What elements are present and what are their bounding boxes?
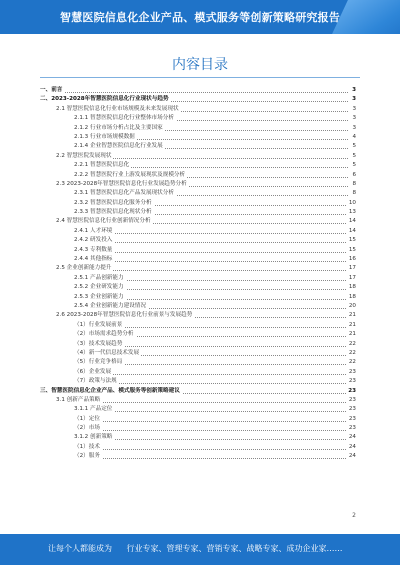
toc-entry[interactable]	[40, 396, 356, 405]
toc-leader-dots	[74, 439, 348, 440]
toc-entry-label: 2.5.4 企业创新能力建设情况	[74, 302, 148, 311]
toc-leader-dots	[74, 458, 348, 459]
toc-entry-page: 3	[350, 86, 356, 95]
page-number: 2	[352, 512, 356, 519]
toc-entry-label: 2.3.3 智慧医院信息化现状分析	[74, 208, 154, 217]
toc-entry[interactable]	[40, 302, 356, 311]
toc-entry-page: 17	[347, 274, 356, 283]
toc-entry-page: 23	[346, 387, 356, 396]
toc-entry-label: 2.2 智慧医院发展现状	[56, 152, 113, 161]
toc-entry[interactable]	[40, 180, 356, 189]
table-of-contents	[40, 86, 356, 462]
toc-entry-label: （5）行业竞争格局	[74, 358, 124, 367]
toc-entry[interactable]	[40, 377, 356, 386]
footer-text	[48, 543, 343, 554]
toc-entry[interactable]	[40, 349, 356, 358]
toc-entry-page: 5	[350, 152, 356, 161]
footer-lead: 让每个人都能成为	[48, 544, 112, 553]
toc-entry[interactable]	[40, 189, 356, 198]
toc-entry-label: （4）新一代信息技术发展	[74, 349, 141, 358]
report-title: 智慧医院信息化企业产品、模式服务等创新策略研究报告	[60, 11, 340, 24]
toc-entry[interactable]	[40, 415, 356, 424]
toc-entry-page: 5	[350, 161, 356, 170]
toc-entry-page: 8	[350, 189, 356, 198]
toc-entry[interactable]	[40, 368, 356, 377]
toc-entry-label: 2.5 企业创新能力提升	[56, 264, 113, 273]
toc-entry[interactable]	[40, 246, 356, 255]
footer-tags: 行业专家、管理专家、营销专家、战略专家、成功企业家……	[126, 544, 343, 553]
toc-entry[interactable]	[40, 274, 356, 283]
toc-entry-page: 24	[347, 443, 356, 452]
toc-entry-page: 5	[350, 142, 356, 151]
toc-entry[interactable]	[40, 293, 356, 302]
toc-entry-label: 二、2023-2028年智慧医院信息化行业现状与趋势	[40, 95, 171, 104]
toc-entry[interactable]	[40, 255, 356, 264]
toc-entry-label: 2.4.3 专利数量	[74, 246, 114, 255]
toc-entry-page: 24	[347, 452, 356, 461]
toc-entry[interactable]	[40, 124, 356, 133]
toc-entry-label: 2.1.4 企业智慧医院信息化行业发展	[74, 142, 165, 151]
toc-heading-rule	[40, 77, 360, 78]
toc-entry-page: 4	[350, 133, 356, 142]
toc-entry-page: 3	[350, 95, 356, 104]
toc-leader-dots	[74, 411, 348, 412]
toc-entry-label: （7）政策与法规	[74, 377, 119, 386]
toc-entry[interactable]	[40, 264, 356, 273]
toc-entry[interactable]	[40, 86, 356, 95]
toc-entry[interactable]	[40, 171, 356, 180]
toc-entry-page: 13	[347, 208, 356, 217]
toc-entry-page: 23	[347, 424, 356, 433]
toc-entry-label: （1）行业发展前景	[74, 321, 124, 330]
toc-entry-page: 21	[347, 311, 356, 320]
toc-entry-label: 2.2.1 智慧医院信息化	[74, 161, 131, 170]
toc-entry-page: 15	[347, 246, 356, 255]
toc-entry[interactable]	[40, 105, 356, 114]
toc-entry-label: 2.6 2023-2028年智慧医院信息化行业前景与发展趋势	[56, 311, 194, 320]
toc-entry-page: 23	[347, 368, 356, 377]
toc-entry[interactable]	[40, 358, 356, 367]
toc-entry[interactable]	[40, 208, 356, 217]
toc-entry-label: 3.1.2 创新策略	[74, 433, 114, 442]
toc-entry-page: 3	[350, 105, 356, 114]
toc-entry-page: 15	[347, 236, 356, 245]
toc-entry-label: 3.1.1 产品定位	[74, 405, 114, 414]
toc-entry[interactable]	[40, 217, 356, 226]
toc-entry[interactable]	[40, 340, 356, 349]
toc-entry-label: （2）市场	[74, 424, 102, 433]
toc-entry-label: 3.1 创新产品策略	[56, 396, 102, 405]
toc-entry-page: 21	[347, 321, 356, 330]
toc-entry[interactable]	[40, 443, 356, 452]
toc-heading: 内容目录	[172, 57, 228, 73]
toc-leader-dots	[74, 242, 348, 243]
toc-entry-label: 2.3.1 智慧医院信息化产品发展现状分析	[74, 189, 176, 198]
toc-leader-dots	[74, 252, 348, 253]
footer-banner	[0, 534, 400, 565]
toc-entry-page: 3	[350, 114, 356, 123]
toc-entry-page: 21	[347, 330, 356, 339]
toc-entry-label: 2.5.1 产品创新能力	[74, 274, 126, 283]
toc-entry-label: 2.2.2 智慧医院行业上游发展现状及规模分析	[74, 171, 187, 180]
toc-entry-page: 10	[347, 199, 356, 208]
toc-entry-label: （3）技术发展趋势	[74, 340, 124, 349]
toc-entry[interactable]	[40, 387, 356, 396]
toc-entry-page: 17	[347, 264, 356, 273]
toc-entry-page: 18	[347, 283, 356, 292]
toc-entry[interactable]	[40, 142, 356, 151]
toc-leader-dots	[74, 233, 348, 234]
toc-entry[interactable]	[40, 199, 356, 208]
toc-entry[interactable]	[40, 152, 356, 161]
toc-entry-label: 2.5.2 企业研发能力	[74, 283, 126, 292]
toc-entry[interactable]	[40, 330, 356, 339]
toc-entry[interactable]	[40, 405, 356, 414]
toc-entry-page: 14	[347, 227, 356, 236]
toc-entry-page: 23	[347, 377, 356, 386]
toc-entry-page: 22	[347, 358, 356, 367]
toc-entry-label: 2.4.2 研发投入	[74, 236, 114, 245]
toc-entry[interactable]	[40, 433, 356, 442]
toc-entry-label: （1）技术	[74, 443, 102, 452]
toc-entry-page: 23	[347, 405, 356, 414]
toc-entry-label: 一、前言	[40, 86, 64, 95]
toc-entry[interactable]	[40, 161, 356, 170]
toc-entry[interactable]	[40, 311, 356, 320]
toc-entry-label: 2.1.2 行业市场分析占比及主要国家	[74, 124, 165, 133]
toc-entry-page: 23	[347, 396, 356, 405]
toc-entry[interactable]	[40, 283, 356, 292]
toc-entry-label: 2.4.4 其他指标	[74, 255, 114, 264]
toc-leader-dots	[74, 374, 348, 375]
toc-entry-page: 20	[347, 302, 356, 311]
toc-entry-label: 2.4 智慧医院信息化行业创新情况分析	[56, 217, 153, 226]
toc-entry-label: 2.5.3 企业创新能力	[74, 293, 126, 302]
toc-entry-label: 2.1.3 行业市场规模数据	[74, 133, 137, 142]
toc-entry-label: 2.4.1 人才环境	[74, 227, 114, 236]
toc-entry-label: （2）市场需求趋势分析	[74, 330, 136, 339]
toc-entry-label: （6）企业发展	[74, 368, 113, 377]
toc-entry-page: 23	[347, 415, 356, 424]
toc-entry-page: 16	[347, 255, 356, 264]
toc-entry[interactable]	[40, 227, 356, 236]
toc-entry[interactable]	[40, 321, 356, 330]
toc-leader-dots	[74, 430, 348, 431]
toc-entry-page: 3	[350, 124, 356, 133]
toc-entry[interactable]	[40, 133, 356, 142]
toc-leader-dots	[74, 421, 348, 422]
toc-entry-label: 2.1.1 智慧医院信息化行业整体市场分析	[74, 114, 176, 123]
toc-entry[interactable]	[40, 236, 356, 245]
toc-entry-page: 22	[347, 340, 356, 349]
toc-entry[interactable]	[40, 452, 356, 461]
toc-entry-label: 2.3.2 智慧医院信息化服务分析	[74, 199, 154, 208]
toc-entry-page: 8	[350, 180, 356, 189]
report-header	[0, 0, 400, 34]
toc-entry[interactable]	[40, 114, 356, 123]
toc-entry-label: 2.1 智慧医院信息化行业市场规模及未来发展现状	[56, 105, 181, 114]
toc-leader-dots	[74, 261, 348, 262]
toc-entry-label: （1）定位	[74, 415, 102, 424]
toc-leader-dots	[74, 449, 348, 450]
toc-leader-dots	[40, 92, 348, 93]
toc-entry-page: 22	[347, 349, 356, 358]
toc-entry[interactable]	[40, 95, 356, 104]
toc-entry-label: 三、智慧医院信息化企业产品、模式服务等创新策略建议	[40, 387, 182, 396]
toc-entry-page: 6	[350, 171, 356, 180]
toc-entry[interactable]	[40, 424, 356, 433]
toc-entry-label: （2）服务	[74, 452, 102, 461]
toc-entry-label: 2.3 2023-2028年智慧医院信息化行业发展趋势分析	[56, 180, 189, 189]
toc-entry-page: 14	[347, 217, 356, 226]
toc-entry-page: 24	[347, 433, 356, 442]
toc-entry-page: 18	[347, 293, 356, 302]
